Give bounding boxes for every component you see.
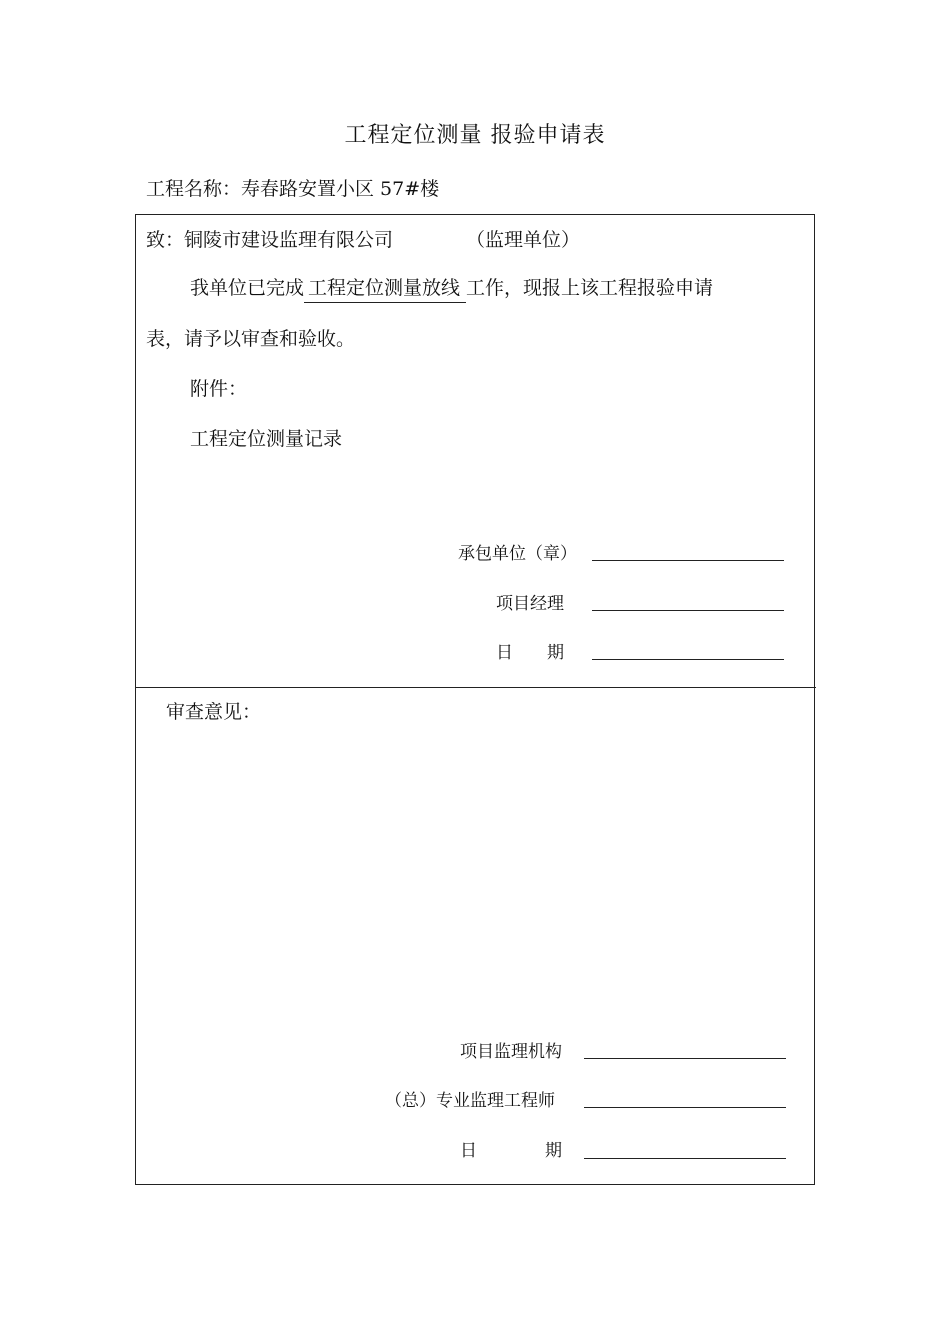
supervision-org-label: 项目监理机构: [460, 1042, 562, 1062]
completed-work-field[interactable]: 工程定位测量放线: [304, 273, 466, 303]
attachment-item: 工程定位测量记录: [190, 428, 343, 450]
supervision-date-line[interactable]: [584, 1158, 786, 1159]
supervision-org-signature-line[interactable]: [584, 1058, 786, 1059]
page-title: 工程定位测量 报验申请表: [344, 123, 606, 148]
supervising-engineer-label: （总）专业监理工程师: [385, 1091, 555, 1111]
recipient-line: 致：铜陵市建设监理有限公司: [146, 229, 394, 251]
body-prefix: 我单位已完成: [190, 277, 305, 299]
contractor-date-line[interactable]: [592, 659, 784, 660]
project-manager-label: 项目经理: [496, 594, 564, 614]
project-manager-signature-line[interactable]: [592, 610, 784, 611]
supervision-date-label: 日 期: [460, 1141, 562, 1161]
body-text-line1: [190, 273, 713, 303]
body-suffix: 工作，现报上该工程报验申请: [466, 277, 714, 299]
contractor-signature-line[interactable]: [592, 560, 784, 561]
attachment-label: 附件：: [190, 378, 248, 400]
contractor-label: 承包单位（章）: [458, 544, 577, 564]
supervising-engineer-signature-line[interactable]: [584, 1107, 786, 1108]
recipient-role: （监理单位）: [466, 229, 581, 251]
form-divider: [135, 687, 816, 688]
review-opinion-label: 审查意见：: [166, 701, 262, 723]
project-name: 工程名称：寿春路安置小区 57#楼: [146, 178, 440, 200]
contractor-date-label: 日 期: [496, 643, 564, 663]
body-text-line2: 表，请予以审查和验收。: [146, 328, 356, 350]
